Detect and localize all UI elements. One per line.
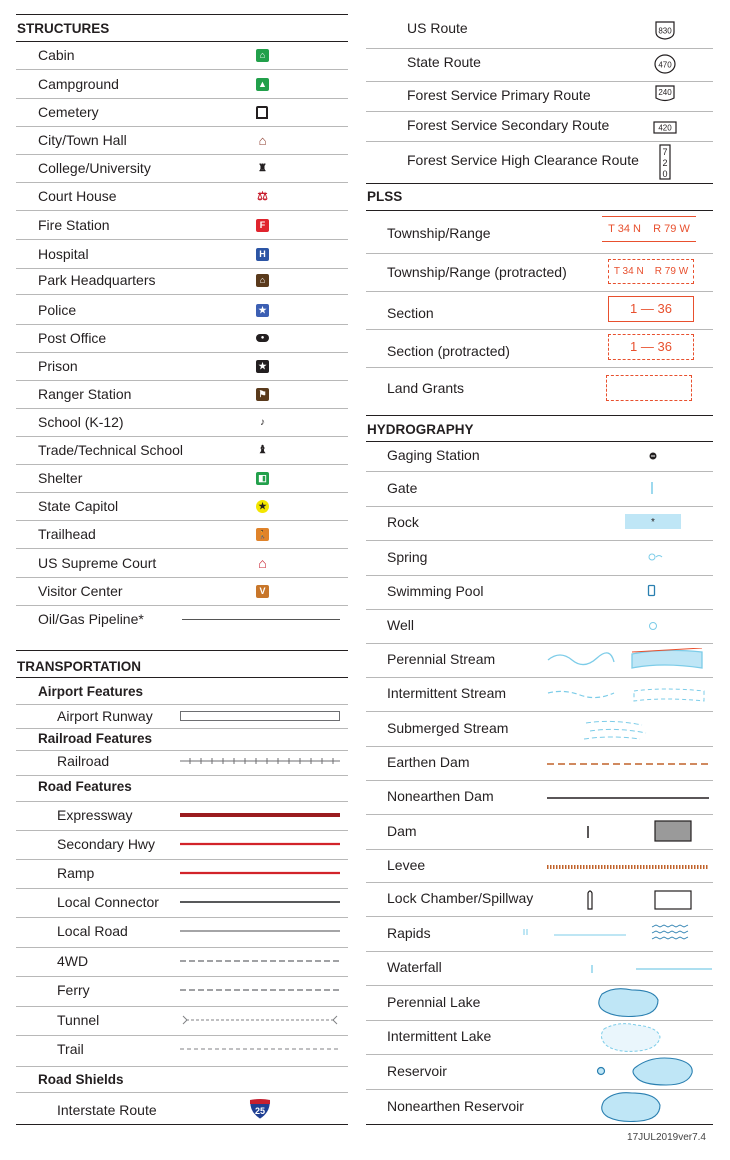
legend-row-fire-station (16, 211, 348, 240)
legend-label: City/Town Hall (38, 132, 127, 148)
legend-row-section-protracted (366, 329, 713, 368)
town-hall-icon: ⌂ (258, 133, 267, 148)
legend-row-lock-chamber-spillway (366, 882, 713, 917)
school-icon: ♪ (260, 417, 265, 428)
legend-label: Intermittent Stream (387, 685, 507, 701)
legend-label: Perennial Stream (387, 651, 496, 667)
route-number-digit: 2 (662, 158, 668, 168)
legend-label: Waterfall (387, 959, 442, 975)
legend-row-gaging-station (366, 441, 713, 472)
hydrography-header: HYDROGRAPHY (366, 415, 713, 442)
legend-row-hospital (16, 240, 348, 269)
legend-label: Oil/Gas Pipeline* (38, 611, 144, 627)
route-number: 470 (658, 60, 672, 70)
legend-row-perennial-stream (366, 643, 713, 678)
legend-row-expressway (16, 801, 348, 831)
post-office-icon: ● (256, 334, 269, 342)
legend-label: Township/Range (387, 225, 491, 241)
route-number: 420 (658, 123, 672, 133)
legend-row-railroad: Railroad (16, 750, 348, 776)
legend-row-shelter (16, 464, 348, 493)
perennial-lake-symbol (594, 986, 662, 1018)
legend-label: Nonearthen Dam (387, 788, 494, 804)
gate-symbol (649, 481, 655, 495)
section-protracted-symbol: 1 — 36 (608, 334, 694, 360)
legend-label: Swimming Pool (387, 583, 484, 599)
legend-label: Local Connector (57, 894, 159, 910)
secondary-hwy-line-symbol (180, 837, 342, 851)
shelter-icon: ◧ (256, 472, 269, 485)
reservoir-symbol (596, 1055, 696, 1087)
legend-row-school-k-12 (16, 408, 348, 437)
legend-row-township-range (366, 211, 713, 254)
structures-header: STRUCTURES (16, 14, 348, 42)
legend-label: Rapids (387, 925, 431, 941)
legend-label: Levee (387, 857, 426, 873)
legend-label: Earthen Dam (387, 754, 470, 770)
legend-label: Shelter (38, 470, 83, 486)
legend-label: Spring (387, 549, 428, 565)
legend-label: 4WD (57, 953, 89, 969)
airport-features-subheader: Airport Features (16, 679, 348, 705)
legend-row-city-town-hall (16, 126, 348, 155)
legend-label: Gate (387, 480, 418, 496)
legend-row-swimming-pool (366, 575, 713, 610)
waterfall-symbol (590, 963, 714, 975)
rapids-symbol (522, 921, 697, 945)
railroad-symbol (180, 756, 340, 766)
legend-label: School (K-12) (38, 414, 124, 430)
legend-row-forest-service-primary-route (366, 81, 713, 112)
legend-label: Local Road (57, 923, 128, 939)
levee-symbol (547, 864, 711, 870)
legend-label: Trailhead (38, 526, 96, 542)
college-icon: ♜ (258, 163, 267, 174)
technical-school-icon: ♝ (257, 444, 268, 456)
legend-row-township-range-protracted (366, 253, 713, 292)
legend-label: US Supreme Court (38, 555, 157, 571)
perennial-stream-symbol (542, 648, 712, 672)
legend-label: Fire Station (38, 217, 110, 233)
legend-row-earthen-dam (366, 746, 713, 781)
park-headquarters-icon: ⌂ (256, 274, 269, 287)
legend-row-forest-service-secondary-route (366, 111, 713, 142)
legend-row-ramp (16, 859, 348, 889)
4wd-line-symbol (180, 954, 342, 968)
dam-symbol (584, 820, 694, 842)
route-number: 240 (658, 88, 672, 97)
legend-label: Ranger Station (38, 386, 132, 402)
legend-label: Township/Range (protracted) (387, 264, 567, 280)
version-stamp: 17JUL2019ver7.4 (627, 1132, 706, 1143)
legend-label: Land Grants (387, 380, 465, 396)
legend-label: Nonearthen Reservoir (387, 1098, 524, 1114)
legend-label: Ferry (57, 982, 90, 998)
legend-row-state-capitol (16, 492, 348, 521)
legend-row-visitor-center (16, 577, 348, 606)
legend-row-us-route (366, 14, 713, 49)
legend-label: Tunnel (57, 1012, 100, 1028)
railroad-features-subheader: Railroad Features (16, 728, 348, 751)
forest-primary-shield-icon (653, 84, 677, 104)
legend-label: Intermittent Lake (387, 1028, 492, 1044)
campground-icon: ▲ (256, 78, 269, 91)
lock-chamber-spillway-symbol (584, 887, 694, 911)
cemetery-icon (256, 106, 268, 119)
legend-label: Forest Service Primary Route (407, 87, 591, 103)
legend-label: Submerged Stream (387, 720, 509, 736)
legend-label: Visitor Center (38, 583, 123, 599)
legend-row-interstate-route: Interstate Route 25 (16, 1092, 348, 1125)
legend-label: Park Headquarters (38, 272, 156, 288)
legend-label: State Route (407, 54, 481, 70)
road-features-subheader: Road Features (16, 775, 348, 802)
legend-label: Post Office (38, 330, 107, 346)
legend-label: Section (protracted) (387, 343, 510, 359)
hospital-icon: H (256, 248, 269, 261)
legend-row-nonearthen-reservoir (366, 1089, 713, 1125)
nonearthen-reservoir-symbol (598, 1089, 666, 1123)
legend-row-college-university (16, 154, 348, 183)
swimming-pool-symbol (647, 584, 657, 598)
legend-label: Lock Chamber/Spillway (387, 890, 534, 906)
legend-label: US Route (407, 20, 468, 36)
legend-row-reservoir (366, 1054, 713, 1090)
intermittent-lake-symbol (596, 1021, 666, 1053)
plss-header: PLSS (366, 183, 713, 211)
legend-row-ferry (16, 976, 348, 1007)
legend-label: Court House (38, 188, 117, 204)
submerged-stream-symbol (582, 717, 672, 741)
legend-row-rock (366, 506, 713, 541)
legend-label: Forest Service High Clearance Route (407, 152, 639, 168)
supreme-court-icon: ⌂ (258, 555, 267, 571)
legend-row-nonearthen-dam (366, 780, 713, 815)
legend-row-cabin (16, 41, 348, 70)
route-number: 830 (658, 26, 672, 36)
legend-label: Hospital (38, 246, 89, 262)
legend-row-spring (366, 540, 713, 576)
legend-label: Dam (387, 823, 417, 839)
route-number-digit: 7 (662, 147, 668, 157)
legend-row-trailhead (16, 520, 348, 549)
legend-row-land-grants (366, 367, 713, 414)
legend-label: Well (387, 617, 414, 633)
runway-symbol (180, 711, 340, 721)
visitor-center-icon: V (256, 585, 269, 598)
legend-label: Expressway (57, 807, 133, 823)
legend-row-post-office (16, 324, 348, 353)
well-symbol (648, 621, 658, 631)
legend-row-gate (366, 471, 713, 507)
legend-row-oil-gas-pipeline (16, 605, 348, 635)
trail-line-symbol (180, 1042, 342, 1056)
legend-label: Gaging Station (387, 447, 480, 463)
nonearthen-dam-symbol (547, 795, 711, 801)
legend-row-rapids (366, 916, 713, 952)
legend-row-cemetery (16, 98, 348, 127)
legend-row-state-route (366, 48, 713, 82)
legend-row-secondary-hwy (16, 830, 348, 860)
legend-label: State Capitol (38, 498, 119, 514)
prison-icon: ★ (256, 360, 269, 373)
legend-label: Cabin (38, 47, 75, 63)
legend-row-tunnel (16, 1006, 348, 1036)
local-road-line-symbol (180, 924, 342, 938)
tunnel-line-symbol (180, 1013, 342, 1027)
ramp-line-symbol (180, 866, 342, 880)
section-symbol: 1 — 36 (608, 296, 694, 322)
legend-label: Reservoir (387, 1063, 447, 1079)
intermittent-stream-symbol (544, 683, 714, 705)
svg-text:*: * (651, 517, 655, 528)
legend-row-submerged-stream (366, 711, 713, 747)
legend-label: Rock (387, 514, 419, 530)
ranger-station-icon: ⚑ (256, 388, 269, 401)
legend-label: Ramp (57, 865, 95, 881)
interstate-shield-number: 25 (254, 1106, 266, 1116)
land-grants-symbol (606, 375, 692, 401)
gaging-station-symbol (648, 451, 658, 461)
ferry-line-symbol (180, 983, 342, 997)
legend-label: Prison (38, 358, 78, 374)
earthen-dam-symbol (547, 761, 711, 767)
legend-row-well (366, 609, 713, 644)
legend-row-ranger-station (16, 380, 348, 409)
route-number-digit: 0 (662, 169, 668, 179)
legend-row-intermittent-lake (366, 1020, 713, 1055)
us-route-shield-icon (653, 20, 677, 40)
cabin-icon: ⌂ (256, 49, 269, 62)
legend-row-levee (366, 849, 713, 883)
legend-row-local-connector (16, 888, 348, 918)
legend-label: Cemetery (38, 104, 99, 120)
township-range-symbol: T 34 N R 79 W (602, 216, 696, 242)
legend-label: Police (38, 302, 77, 318)
legend-label: Secondary Hwy (57, 836, 156, 852)
legend-row-dam (366, 814, 713, 850)
legend-row-waterfall (366, 951, 713, 986)
legend-label: College/University (38, 160, 151, 176)
legend-row-us-supreme-court (16, 549, 348, 578)
expressway-line-symbol (180, 808, 342, 822)
state-route-shield-icon (653, 54, 677, 74)
interstate-shield-icon (248, 1098, 272, 1120)
legend-row-perennial-lake (366, 985, 713, 1021)
legend-row-airport-runway: Airport Runway (16, 704, 348, 729)
pipeline-symbol (182, 619, 340, 620)
legend-label: Trade/Technical School (38, 442, 184, 458)
legend-row-trail (16, 1035, 348, 1067)
forest-high-clearance-shield-icon (659, 144, 671, 180)
legend-row-police (16, 296, 348, 325)
legend-row-section (366, 291, 713, 330)
forest-secondary-shield-icon (653, 117, 677, 137)
legend-row-4wd (16, 947, 348, 977)
township-range-protracted-symbol: T 34 N R 79 W (608, 259, 694, 284)
trailhead-icon: 🚶 (257, 530, 268, 539)
legend-label: Perennial Lake (387, 994, 481, 1010)
legend-label: Forest Service Secondary Route (407, 117, 610, 133)
fire-station-icon: F (256, 219, 269, 232)
rock-symbol (625, 514, 683, 530)
court-house-icon: ⚖ (257, 189, 268, 203)
legend-label: Campground (38, 76, 119, 92)
legend-row-park-headquarters (16, 266, 348, 295)
legend-row-court-house (16, 182, 348, 211)
legend-row-intermittent-stream (366, 677, 713, 712)
legend-label: Section (387, 305, 434, 321)
legend-row-campground (16, 70, 348, 99)
spring-symbol (647, 552, 665, 562)
local-connector-line-symbol (180, 895, 342, 909)
road-shields-subheader: Road Shields (16, 1066, 348, 1093)
legend-row-prison (16, 352, 348, 381)
legend-label: Trail (57, 1041, 84, 1057)
police-icon: ★ (256, 304, 269, 317)
legend-row-trade-technical-school (16, 436, 348, 465)
legend-row-forest-service-high-clearance-route (366, 141, 713, 183)
state-capitol-icon: ★ (256, 500, 269, 513)
transportation-header: TRANSPORTATION (16, 650, 348, 678)
legend-row-local-road (16, 917, 348, 948)
